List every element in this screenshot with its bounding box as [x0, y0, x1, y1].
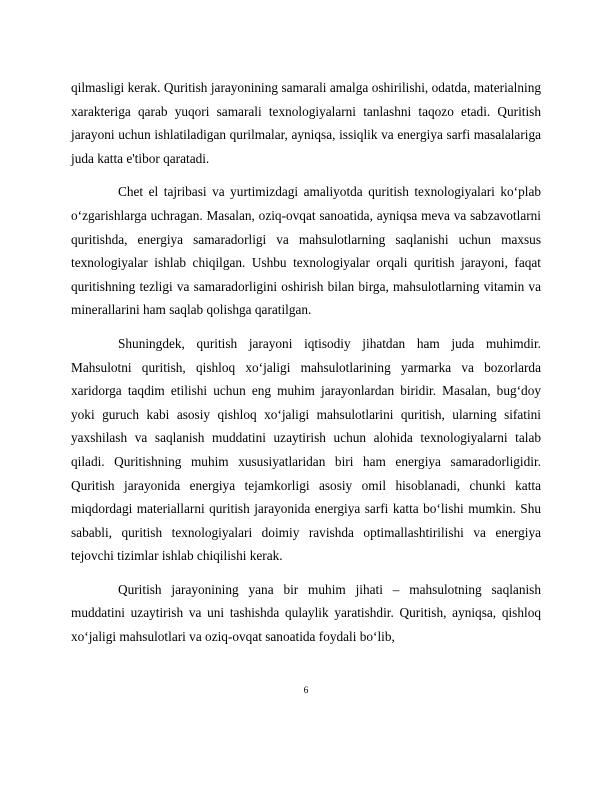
paragraph-gap [71, 170, 541, 180]
paragraph-gap [71, 322, 541, 332]
paragraph-continuation: qilmasligi kerak. Quritish jarayonining samarali amalga oshirilishi, odatda, materialning xarakteriga qarab yuqori samarali texnologiyalarni tanlashni taqozo etadi. Quritish jarayoni uchun ishlatiladigan qurilmalar, ayniqsa, issiqlik va energiya sarfi masalalariga juda katta e'tibor qaratadi. [71, 80, 541, 166]
paragraph-economic-importance: Shuningdek, quritish jarayoni iqtisodiy jihatdan ham juda muhimdir. Mahsulotni quritish, qishloq xo‘jaligi mahsulotlarining yarmarka va bozorlarda xaridorga taqdim etilishi uchun eng muhim jarayonlardan biridir. Masalan, bug‘doy yoki guruch kabi asosiy qishloq xo‘jaligi mahsulotlarini quritish, ularning sifatini yaxshilash va saqlanish muddatini uzaytirish uchun alohida texnologiyalarni talab qiladi. Quritishning muhim xususiyatlaridan biri ham energiya samaradorligidir. Quritish jarayonida energiya tejamkorligi asosiy omil hisoblanadi, chunki katta miqdordagi materiallarni quritish jarayonida energiya sarfi katta bo‘lishi mumkin. Shu sababli, quritish texnologiyalari doimiy ravishda optimallashtirilishi va energiya tejovchi tizimlar ishlab chiqilishi kerak. [71, 335, 541, 564]
paragraph-foreign-experience: Chet el tajribasi va yurtimizdagi amaliyotda quritish texnologiyalari ko‘plab o‘zgarishlarga uchragan. Masalan, oziq-ovqat sanoatida, ayniqsa meva va sabzavotlarni quritishda, energiya samaradorligi va mahsulotlarning saqlanishi uchun maxsus texnologiyalar ishlab chiqilgan. Ushbu texnologiyalar orqali quritish jarayoni, faqat quritishning tezligi va samaradorligini oshirish bilan birga, mahsulotlarning vitamin va minerallarini ham saqlab qolishga qaratilgan. [71, 184, 541, 318]
page-number: 6 [303, 686, 309, 696]
document-page [71, 76, 541, 649]
paragraph-gap [71, 568, 541, 578]
paragraph-shelf-life: Quritish jarayonining yana bir muhim jihati – mahsulotning saqlanish muddatini uzaytirish va uni tashishda qulaylik yaratishdir. Quritish, ayniqsa, qishloq xo‘jaligi mahsulotlari va oziq-ovqat sanoatida foydali bo‘lib, [71, 581, 541, 645]
